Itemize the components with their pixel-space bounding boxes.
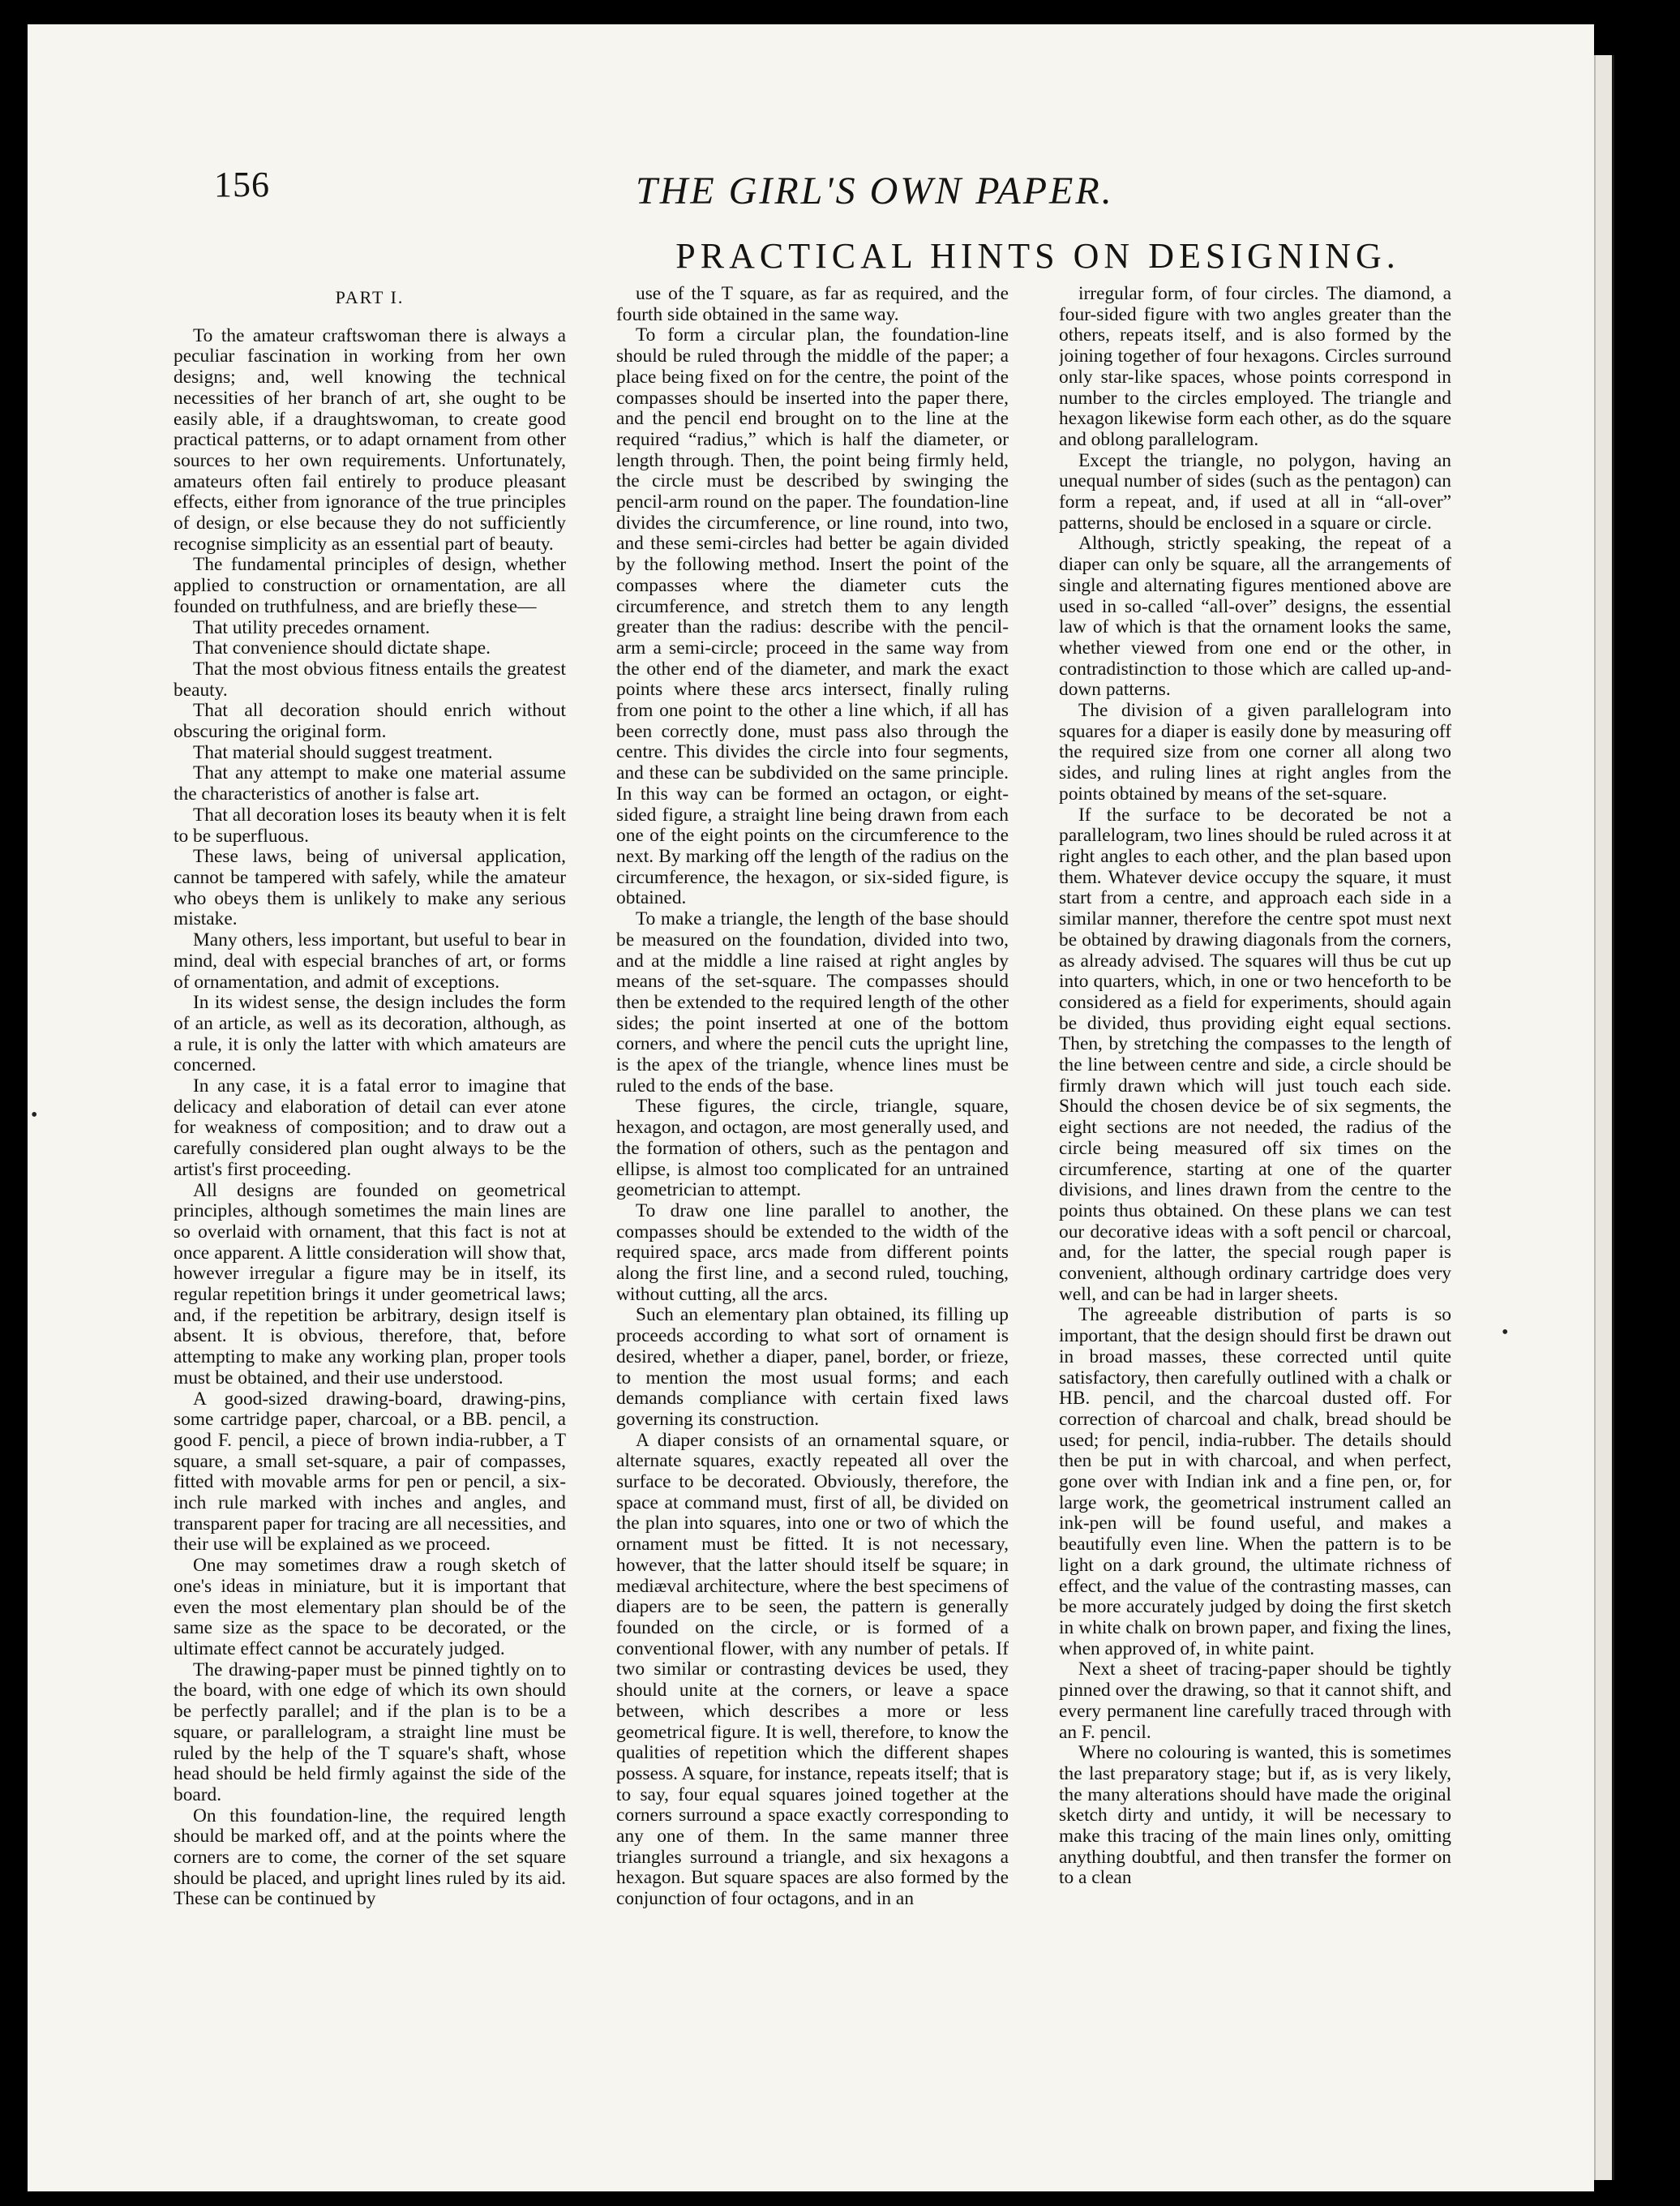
article-title: PRACTICAL HINTS ON DESIGNING.	[675, 236, 1400, 276]
paragraph: All designs are founded on geometrical principles, although sometimes the main lines are so overlaid with ornament, that this fact is not at once apparent. A little consideration will show that, however irregular a figure may be in itself, its regular repetition brings it under geometrical laws; and, if the repetition be arbitrary, design itself is absent. It is obvious, therefore, that, before attempting to make any working plan, proper tools must be obtained, and their use understood.	[174, 1179, 566, 1388]
article-column-2	[616, 284, 1009, 2127]
paragraph: Except the triangle, no polygon, having an unequal number of sides (such as the pentagon) can form a repeat, and, if used at all in “all-over” patterns, should be enclosed in a square or circle.	[1059, 449, 1451, 534]
paragraph: The division of a given parallelogram into squares for a diaper is easily done by measuring off the required size from one corner all along two sides, and ruling lines at right angles from the points obtained by means of the set-square.	[1059, 700, 1451, 805]
paragraph: That the most obvious fitness entails the greatest beauty.	[174, 658, 566, 701]
running-title: THE GIRL'S OWN PAPER.	[636, 170, 1114, 212]
paragraph: These laws, being of universal application, cannot be tampered with safely, while the amateur who obeys them is unlikely to make any serious mistake.	[174, 846, 566, 930]
paragraph: To form a circular plan, the foundation-line should be ruled through the middle of the paper; a place being fixed on for the centre, the point of the compasses should be inserted into the paper there, and the pencil end brought on to the line at the required “radius,” which is half the diameter, or length through. Then, the point being firmly held, the circle must be described by swinging the pencil-arm round on the paper. The foundation-line divides the circumference, or line round, into two, and these semi-circles had better be again divided by the following method. Insert the point of the compasses where the diameter cuts the circumference, and stretch them to any length greater than the radius: describe with the pencil-arm a semi-circle; proceed in the same way from the other end of the diameter, and mark the exact points where these arcs intersect, finally ruling from one point to the other a line which, if all has been correctly done, must pass also through the centre. This divides the circle into four segments, and these can be subdivided on the same principle. In this way can be formed an octagon, or eight-sided figure, a straight line being drawn from each one of the eight points on the circumference to the next. By marking off the length of the radius on the circumference, the hexagon, or six-sided figure, is obtained.	[616, 324, 1009, 909]
paragraph: That all decoration should enrich without obscuring the original form.	[174, 700, 566, 743]
paragraph: The agreeable distribution of parts is so important, that the design should first be drawn out in broad masses, these corrected until quite satisfactory, then carefully outlined with a chalk or HB. pencil, and the charcoal dusted off. For correction of charcoal and chalk, bread should be used; for pencil, india-rubber. The details should then be put in with charcoal, and when perfect, gone over with Indian ink and a fine pen, or, for large work, the geometrical instrument called an ink-pen will be found useful, and makes a beautifully even line. When the pattern is to be light on a dark ground, the ultimate richness of effect, and the value of the contrasting masses, can be more accurately judged by doing the first sketch in white chalk on brown paper, and fixing the lines, when approved of, in white paint.	[1059, 1304, 1451, 1659]
part-heading: PART I.	[335, 287, 405, 307]
paragraph: To draw one line parallel to another, the compasses should be extended to the width of the required space, arcs made from different points along the first line, and a second ruled, touching, without cutting, all the arcs.	[616, 1200, 1009, 1305]
paragraph: Where no colouring is wanted, this is sometimes the last preparatory stage; but if, as is very likely, the many alterations should have made the original sketch dirty and untidy, it will be necessary to make this tracing of the main lines only, omitting anything doubtful, and then transfer the former on to a clean	[1059, 1742, 1451, 1889]
paragraph: That convenience should dictate shape.	[193, 637, 491, 659]
newspaper-page	[28, 24, 1594, 2191]
paragraph: A good-sized drawing-board, drawing-pins, some cartridge paper, charcoal, or a BB. pencil, a good F. pencil, a piece of brown india-rubber, a T square, a small set-square, a pair of compasses, fitted with movable arms for pen or pencil, a six-inch rule marked with inches and angles, and transparent paper for tracing are all necessities, and their use will be explained as we proceed.	[174, 1388, 566, 1556]
paragraph: The fundamental principles of design, whether applied to construction or ornamentation, are all founded on truthfulness, and are briefly these—	[174, 554, 566, 617]
paragraph: On this foundation-line, the required length should be marked off, and at the points where the corners are to come, the corner of the set square should be placed, and upright lines ruled by its aid. These can be continued by	[174, 1805, 566, 1910]
paragraph: Such an elementary plan obtained, its filling up proceeds according to what sort of ornament is desired, whether a diaper, panel, border, or frieze, to mention the most usual forms; and each demands compliance with certain fixed laws governing its construction.	[616, 1304, 1009, 1430]
margin-mark: •	[1502, 1322, 1509, 1343]
paragraph: In any case, it is a fatal error to imagine that delicacy and elaboration of detail can ever atone for weakness of composition; and to draw out a carefully considered plan ought always to be the artist's first proceeding.	[174, 1075, 566, 1180]
paragraph: use of the T square, as far as required, and the fourth side obtained in the same way.	[616, 284, 1009, 325]
margin-mark: •	[31, 1105, 38, 1126]
paragraph: Although, strictly speaking, the repeat of a diaper can only be square, all the arrangements of single and alternating figures mentioned above are used in so-called “all-over” designs, the essential law of which is that the ornament looks the same, whether viewed from one end or the other, in contradistinction to those which are called up-and-down patterns.	[1059, 533, 1451, 701]
paragraph: If the surface to be decorated be not a parallelogram, two lines should be ruled across it at right angles to each other, and the plan based upon them. Whatever device occupy the square, it must start from a centre, and approach each side in a similar manner, therefore the centre spot must next be obtained by drawing diagonals from the corners, as already advised. The squares will thus be cut up into quarters, which, in one or two henceforth to be considered as a field for experiments, should again be divided, thus providing eight equal sections. Then, by stretching the compasses to the length of the line between centre and side, a circle should be firmly drawn which will just touch each side. Should the chosen device be of six segments, the eight sections are not needed, the radius of the circle being measured off six times on the circumference, starting at one of the quarter divisions, and lines drawn from the centre to the points thus obtained. On these plans we can test our decorative ideas with a soft pencil or charcoal, and, for the latter, the special rough paper is convenient, although ordinary cartridge does very well, and can be had in larger sheets.	[1059, 804, 1451, 1305]
paragraph: Next a sheet of tracing-paper should be tightly pinned over the drawing, so that it cannot shift, and every permanent line carefully traced through with an F. pencil.	[1059, 1659, 1451, 1743]
paragraph: That all decoration loses its beauty when it is felt to be superfluous.	[174, 804, 566, 847]
article-column-3	[1059, 284, 1451, 2127]
paragraph: To the amateur craftswoman there is always a peculiar fascination in working from her own designs; and, well knowing the technical necessities of her branch of art, she ought to be easily able, if a draughtswoman, to create good practical patterns, or to adapt ornament from other sources to her own requirements. Unfortunately, amateurs often fail entirely to produce pleasant effects, either from ignorance of the true principles of design, or else because they do not sufficiently recognise simplicity as an essential part of beauty.	[174, 324, 566, 555]
article-column-1	[174, 284, 566, 2127]
adjacent-page-shadow	[1612, 55, 1614, 2180]
paragraph: One may sometimes draw a rough sketch of one's ideas in miniature, but it is important that even the most elementary plan should be of the same size as the space to be decorated, or the ultimate effect cannot be accurately judged.	[174, 1555, 566, 1659]
paragraph: These figures, the circle, triangle, square, hexagon, and octagon, are most generally used, and the formation of others, such as the pentagon and ellipse, is almost too complicated for an untrained geometrician to attempt.	[616, 1096, 1009, 1201]
page-header	[214, 138, 1505, 211]
paragraph: That utility precedes ornament.	[193, 616, 431, 638]
adjacent-page-edge	[1594, 55, 1614, 2180]
paragraph: That material should suggest treatment.	[193, 741, 493, 763]
paragraph: A diaper consists of an ornamental square, or alternate squares, exactly repeated all over the surface to be decorated. Obviously, therefore, the space at command must, first of all, be divided on the plan into squares, into one or two of which the ornament must be fitted. It is not necessary, however, that the latter should itself be square; in mediæval architecture, where the best specimens of diapers are to be seen, the pattern is generally founded on the circle, or is formed of a conventional flower, with any number of petals. If two similar or contrasting devices be used, they should unite at the corners, or leave a space between, which describes a more or less geometrical figure. It is well, therefore, to know the qualities of repetition which the different shapes possess. A square, for instance, repeats itself; that is to say, four equal squares joined together at the corners surround a space exactly corresponding to any one of them. In the same manner three triangles surround a triangle, and six hexagons a hexagon. But square spaces are also formed by the conjunction of four octagons, and in an	[616, 1429, 1009, 1910]
paragraph: The drawing-paper must be pinned tightly on to the board, with one edge of which its own should be perfectly parallel; and if the plan is to be a square, or parallelogram, a straight line must be ruled by the help of the T square's shaft, whose head should be held firmly against the side of the board.	[174, 1659, 566, 1805]
paragraph: To make a triangle, the length of the base should be measured on the foundation, divided into two, and at the middle a line raised at right angles by means of the set-square. The compasses should then be extended to the required length of the other sides; the point inserted at one of the bottom corners, and where the pencil cuts the upright line, is the apex of the triangle, whence lines must be ruled to the ends of the base.	[616, 908, 1009, 1097]
paragraph: In its widest sense, the design includes the form of an article, as well as its decoration, although, as a rule, it is only the latter with which amateurs are concerned.	[174, 992, 566, 1076]
page-number: 156	[214, 165, 270, 204]
paragraph: That any attempt to make one material assume the characteristics of another is false art.	[174, 762, 566, 805]
paragraph: Many others, less important, but useful to bear in mind, deal with especial branches of art, or forms of ornamentation, and admit of exceptions.	[174, 929, 566, 993]
paragraph: irregular form, of four circles. The diamond, a four-sided figure with two angles greater than the others, repeats itself, and is also formed by the joining together of four hexagons. Circles surround only star-like spaces, whose points correspond in number to the circles employed. The triangle and hexagon likewise form each other, as do the square and oblong parallelogram.	[1059, 284, 1451, 450]
